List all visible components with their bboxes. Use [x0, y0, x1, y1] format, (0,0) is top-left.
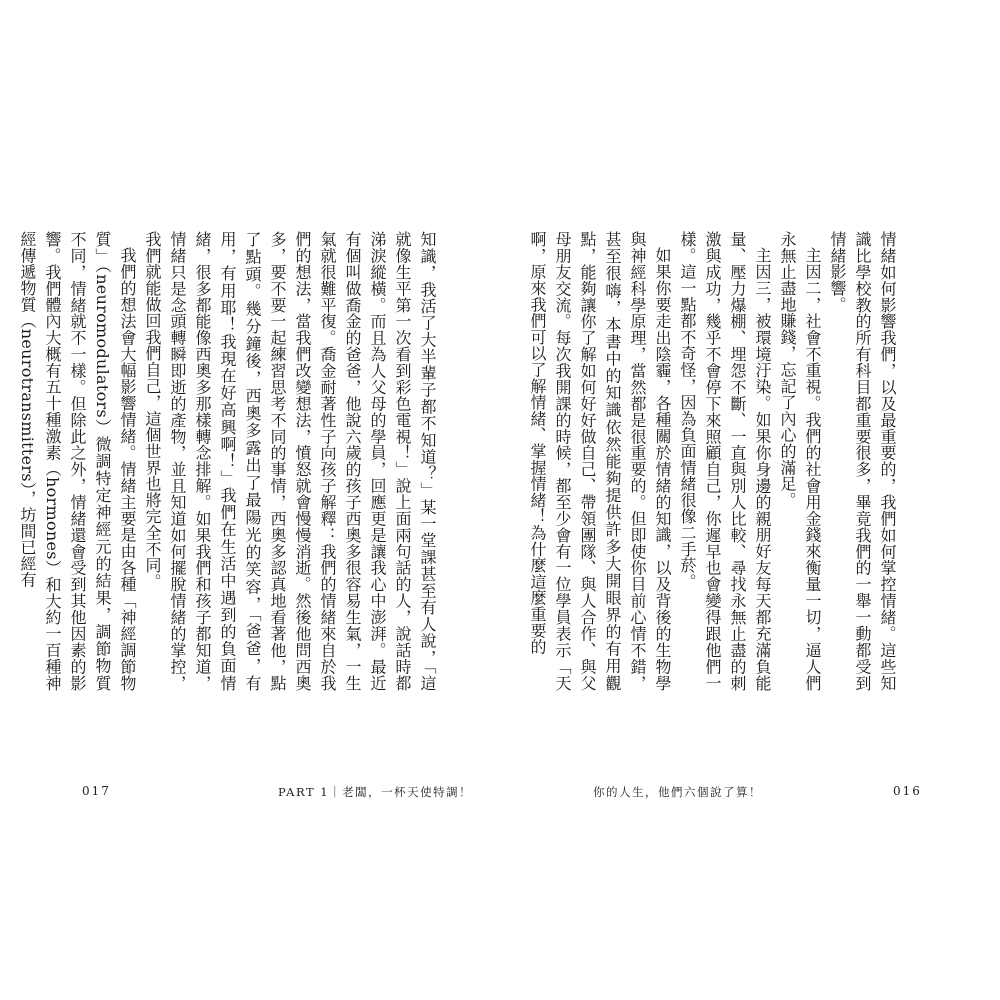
right-running-header: 你的人生，他們六個說了算！ — [593, 785, 762, 799]
right-paragraph-3: 主因三，被環境汙染。如果你身邊的親朋好友每天都充滿負能量、壓力爆棚、埋怨不斷、一直與別人比較、尋找永無止盡的刺激與成功，幾乎不會停下來照顧自己，你遲早也會變得跟他們一樣。這一點都不奇怪，因為負面情緒很像二手菸。 — [678, 231, 772, 691]
right-paragraph-2: 主因二，社會不重視。我們的社會用金錢來衡量一切，逼人們永無止盡地賺錢，忘記了內心的滿足。 — [778, 231, 822, 691]
left-page-number: 017 — [82, 784, 111, 798]
right-page-number: 016 — [893, 784, 922, 798]
left-paragraph-2: 我們的想法會大幅影響情緒。情緒主要是由各種「神經調節物質」（neuromodulators）微調特定神經元的結果，調節物質不同，情緒就不一樣。但除此之外，情緒還會受到其他因素的影響。我們體內大概有五十種激素（hormones）和大約一百種神經傳遞物質（neurotransmitters），坊間已經有 — [18, 231, 137, 691]
left-running-header: PART 1｜老闆，一杯天使特調！ — [278, 785, 473, 799]
left-paragraph-1: 知識，我活了大半輩子都不知道？」某一堂課甚至有人說，「這就像生平第一次看到彩色電視！」說上面兩句話的人，說話時都涕淚縱橫。而且為人父母的學員，回應更是讓我心中澎湃。最近有個叫做喬金的爸爸，他說六歲的孩子西奧多很容易生氣，一生氣就很難平復。喬金耐著性子向孩子解釋：我們的情緒來自於我們的想法，當我們改變想法，憤怒就會慢慢消逝。然後他問西奧多，要不要一起練習思考不同的事情，西奧多認真地看著他，點了點頭。幾分鐘後，西奧多露出了最陽光的笑容，「爸爸，有用，有用耶！我現在好高興啊！」我們在生活中遇到的負面情緒，很多都能像西奧多那樣轉念排解。如果我們和孩子都知道，情緒只是念頭轉瞬即逝的產物，並且知道如何擺脫情緒的掌控，我們就能做回我們自己，這個世界也將完全不同。 — [143, 231, 437, 691]
left-page-body — [18, 231, 440, 691]
right-paragraph-1: 情緒如何影響我們，以及最重要的，我們如何掌控情緒。這些知識比學校教的所有科目都重要很多，畢竟我們的一舉一動都受到情緒影響。 — [828, 231, 897, 691]
right-page-body — [528, 231, 900, 691]
right-paragraph-4: 如果你要走出陰霾，各種關於情緒的知識，以及背後的生物學與神經科學原理，當然都是很重要的。但即使你目前心情不錯，甚至很嗨，本書中的知識依然能夠提供許多大開眼界的有用觀點，能夠讓你了解如何好好做自己、帶領團隊、與人合作、與父母朋友交流。每次我開課的時候，都至少會有一位學員表示「天啊，原來我們可以了解情緒、掌握情緒！為什麼這麼重要的 — [528, 231, 672, 691]
